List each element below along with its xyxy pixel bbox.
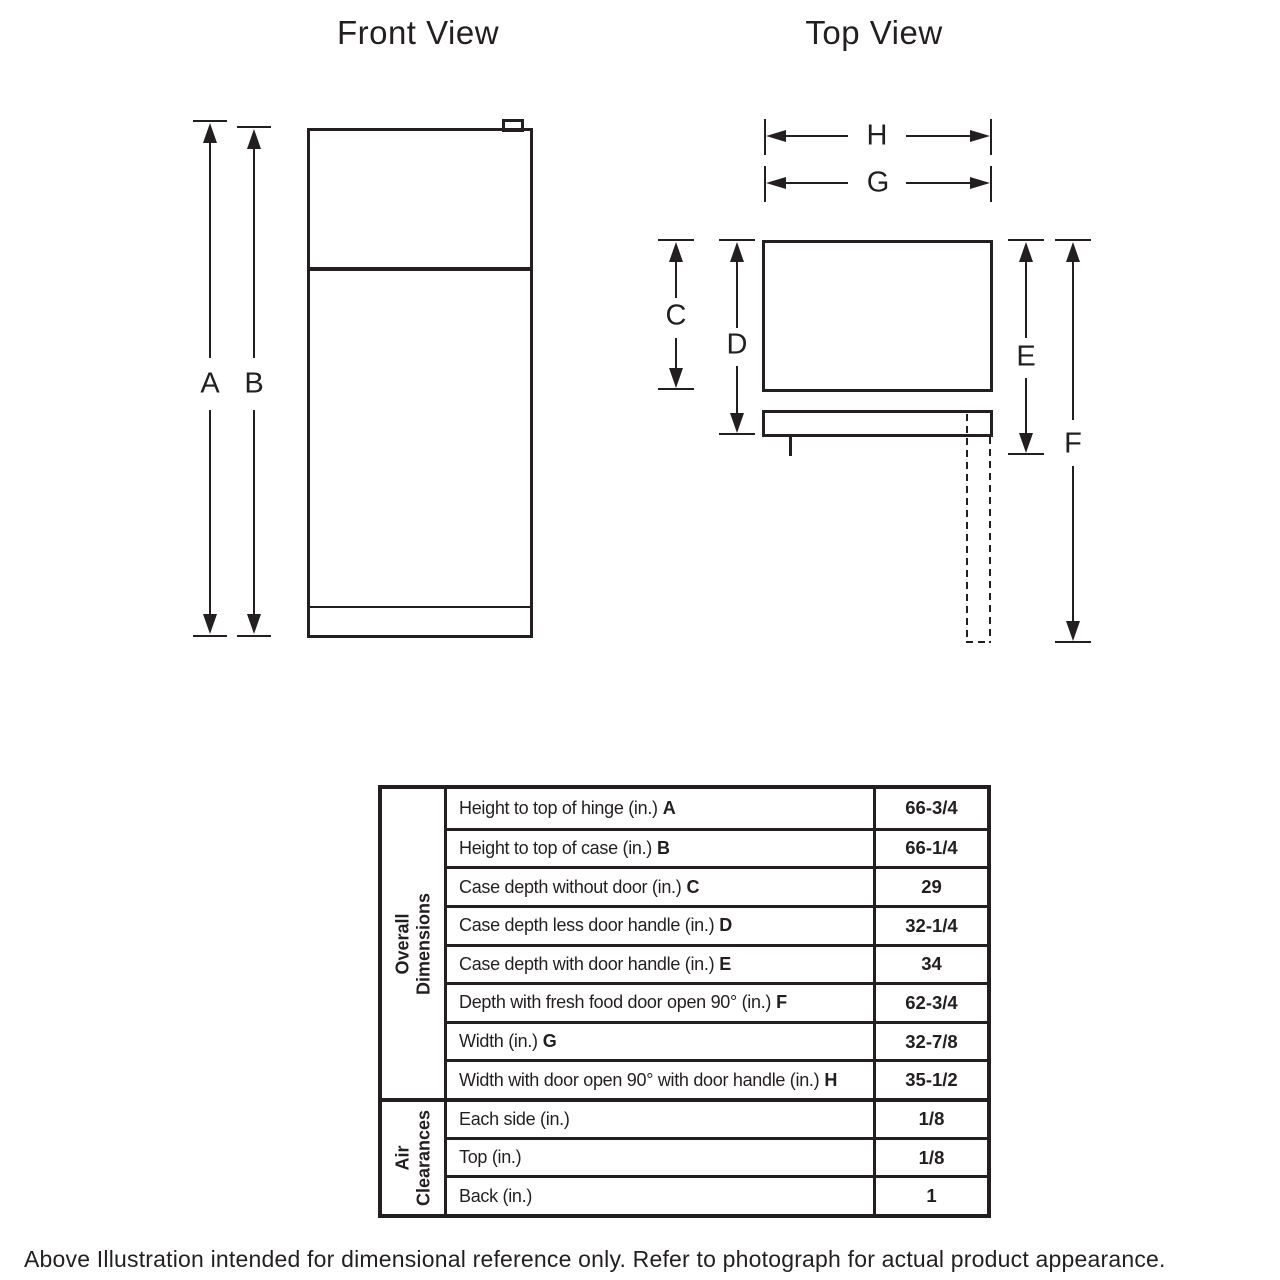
dim-g-right-bar [990,166,992,202]
dim-a-down-arrowhead [203,614,217,634]
dim-b-bottom-bar [237,635,271,637]
table-row-value: 62-3/4 [873,982,987,1021]
dim-g-left-arrowhead [766,177,786,189]
table-group-overall-dimensions [382,789,444,1098]
dim-h-right-bar [990,119,992,155]
dim-f-top-bar [1055,239,1091,241]
top-door-handle-mark [789,437,792,456]
dim-e-top-bar [1008,239,1044,241]
dim-e-line-lower [1025,378,1027,433]
open-door-dashed-left [966,414,968,643]
table-row-label: Width with door open 90° with door handle (in.) H [444,1059,873,1098]
dim-a-line-lower [209,410,211,618]
front-view-title: Front View [336,14,500,51]
dim-f-line-upper [1072,259,1074,420]
open-door-dashed-right [989,437,991,643]
dim-g-line-right [906,182,972,184]
dim-h-line-right [906,135,972,137]
table-group-air-clearances [382,1098,444,1214]
table-row-label: Height to top of hinge (in.) A [444,789,873,828]
dim-label-a: A [200,367,220,400]
dim-a-line-upper [209,140,211,358]
table-row-value: 66-3/4 [873,789,987,828]
front-door-divider-line [307,267,533,271]
dim-g-line-left [786,182,848,184]
dim-a-bottom-bar [193,635,227,637]
dim-b-top-bar [237,126,271,128]
dim-d-line-lower [736,366,738,413]
dim-e-bottom-bar [1008,453,1044,455]
dim-h-left-arrowhead [766,130,786,142]
table-row-value: 32-7/8 [873,1021,987,1060]
dim-c-line-lower [675,338,677,370]
top-view-title: Top View [805,14,943,51]
dim-label-f: F [1064,427,1082,460]
group-label-air-clearances: Air Clearances [392,1109,433,1207]
dim-label-b: B [244,367,264,400]
table-row-label: Case depth without door (in.) C [444,866,873,905]
table-row-value: 35-1/2 [873,1059,987,1098]
dim-d-down-arrowhead [730,413,744,433]
table-row-label: Case depth less door handle (in.) D [444,905,873,944]
dim-label-e: E [1016,340,1036,373]
top-door-outline [762,410,993,437]
dim-f-bottom-bar [1055,641,1091,643]
dim-c-top-bar [658,239,694,241]
dim-label-h: H [866,119,888,152]
dim-c-line-upper [675,259,677,298]
dim-e-down-arrowhead [1019,433,1033,453]
table-row-label: Top (in.) [444,1137,873,1176]
dim-b-line-lower [253,410,255,618]
table-row-value: 34 [873,944,987,983]
group-label-overall-dimensions: Overall Dimensions [392,892,433,995]
top-case-outline [762,240,993,392]
dim-d-top-bar [719,239,755,241]
front-kickplate-line [310,606,530,608]
table-row-value: 1/8 [873,1137,987,1176]
dim-f-line-lower [1072,466,1074,621]
footnote-text: Above Illustration intended for dimensional reference only. Refer to photograph for actual product appearance. [24,1246,1166,1272]
dim-d-bottom-bar [719,433,755,435]
table-row-value: 1/8 [873,1098,987,1137]
table-row-value: 66-1/4 [873,828,987,867]
table-row-value: 1 [873,1175,987,1214]
table-row-label: Width (in.) G [444,1021,873,1060]
dim-b-down-arrowhead [247,614,261,634]
open-door-dashed-bottom [966,641,991,643]
dim-label-c: C [665,299,687,332]
dim-label-g: G [866,166,890,199]
dim-c-down-arrowhead [669,368,683,388]
table-row-label: Height to top of case (in.) B [444,828,873,867]
dim-label-d: D [726,328,748,361]
dim-g-right-arrowhead [970,177,990,189]
dim-c-bottom-bar [658,388,694,390]
dim-h-line-left [786,135,848,137]
table-row-label: Back (in.) [444,1175,873,1214]
table-row-label: Depth with fresh food door open 90° (in.) F [444,982,873,1021]
front-case-outline [307,128,533,638]
table-row-label: Each side (in.) [444,1098,873,1137]
table-row-label: Case depth with door handle (in.) E [444,944,873,983]
dim-a-top-bar [193,120,227,122]
table-row-value: 29 [873,866,987,905]
dimensions-table [378,785,991,1218]
table-row-value: 32-1/4 [873,905,987,944]
dim-f-down-arrowhead [1066,621,1080,641]
dim-e-line-upper [1025,259,1027,338]
dim-d-line-upper [736,259,738,328]
dim-h-right-arrowhead [970,130,990,142]
dim-b-line-upper [253,146,255,358]
